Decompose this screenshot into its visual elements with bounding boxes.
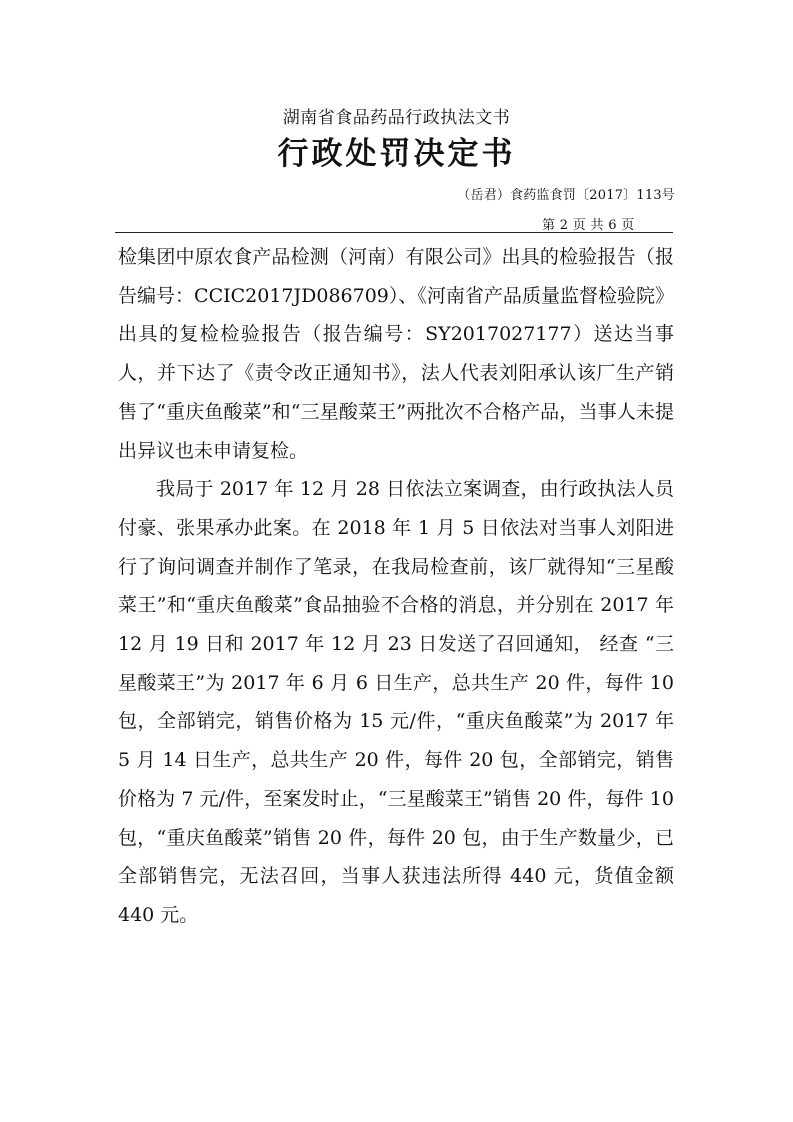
body-paragraph-1: 检集团中原农食产品检测（河南）有限公司》出具的检验报告（报告编号：CCIC2017JD086709）、《河南省产品质量监督检验院》出具的复检检验报告（报告编号：SY2017027177）送达当事人，并下达了《责令改正通知书》，法人代表刘阳承认该厂生产销售了“重庆鱼酸菜”和“三星酸菜王”两批次不合格产品，当事人未提出异议也未申请复检。: [118, 246, 674, 462]
issuer-line: 湖南省食品药品行政执法文书: [282, 108, 511, 128]
body-paragraph-2: 我局于 2017 年 12 月 28 日依法立案调查，由行政执法人员付豪、张果承办此案。在 2018 年 1 月 5 日依法对当事人刘阳进行了询问调查并制作了笔录，在我局检查前，该厂就得知“三星酸菜王”和“重庆鱼酸菜”食品抽验不合格的消息，并分别在 2017 年 12 月 19 日和 2017 年 12 月 23 日发送了召回通知， 经查 “三星酸菜王”为 2017 年 6 月 6 日生产，总共生产 20 件，每件 10 包，全部销完，销售价格为 15 元/件，“重庆鱼酸菜”为 2017 年 5 月 14 日生产，总共生产 20 件，每件 20 包，全部销完，销售价格为 7 元/件，至案发时止，“三星酸菜王”销售 20 件，每件 10 包，“重庆鱼酸菜”销售 20 件，每件 20 包，由于生产数量少，已全部销售完，无法召回，当事人获违法所得 440 元，货值金额 440 元。: [118, 478, 674, 926]
header-divider: [115, 232, 673, 233]
document-number: （岳君）食药监食罚〔2017〕113号: [457, 188, 675, 203]
document-title: 行政处罚决定书: [277, 136, 516, 172]
page-indicator: 第 2 页 共 6 页: [542, 218, 635, 233]
document-body: [118, 238, 674, 935]
